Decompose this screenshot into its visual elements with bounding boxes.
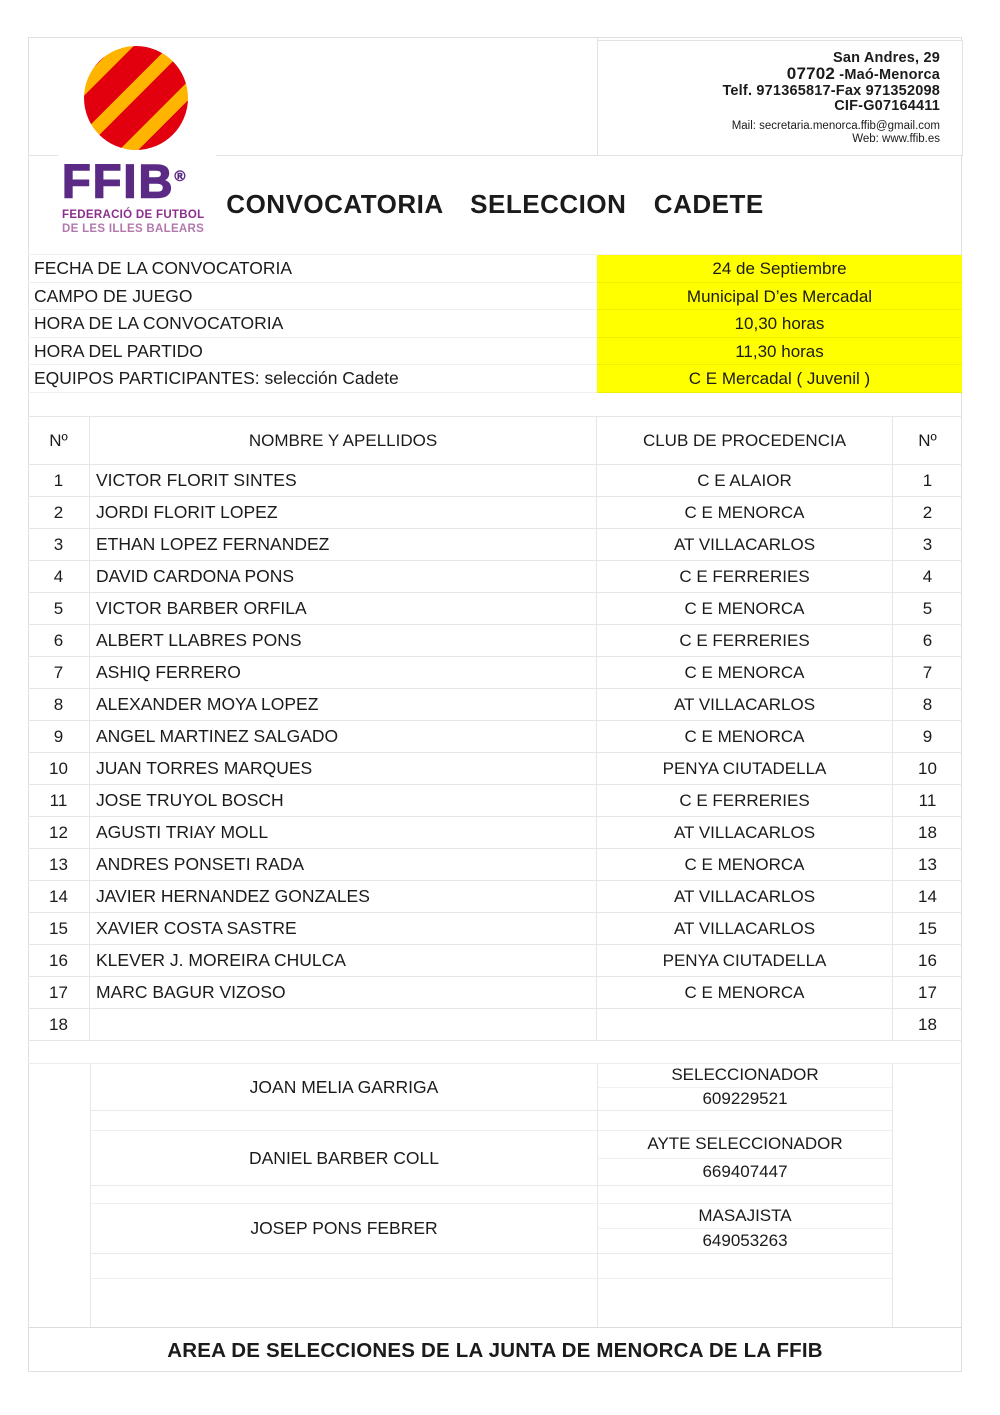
- info-label: HORA DE LA CONVOCATORIA: [28, 310, 597, 338]
- player-number: 5: [28, 593, 90, 624]
- info-row: [28, 338, 962, 366]
- player-number: 17: [28, 977, 90, 1008]
- player-name: ANDRES PONSETI RADA: [90, 849, 597, 880]
- staff-spacer-row: [91, 1279, 892, 1327]
- table-row: [28, 657, 962, 689]
- player-number-right: 14: [918, 887, 937, 906]
- player-number: 1: [28, 465, 90, 496]
- player-club: AT VILLACARLOS: [597, 529, 893, 560]
- contact-phone-fax: Telf. 971365817-Fax 971352098: [722, 82, 940, 99]
- info-row: [28, 283, 962, 311]
- staff-name: JOSEP PONS FEBRER: [91, 1204, 598, 1253]
- player-name: [90, 1009, 597, 1040]
- player-number: 11: [28, 785, 90, 816]
- table-row: [28, 817, 962, 849]
- player-number: 18: [28, 1009, 90, 1040]
- contact-cif: CIF-G07164411: [834, 98, 940, 114]
- contact-mail: Mail: secretaria.menorca.ffib@gmail.com: [731, 119, 940, 132]
- player-number-right: 5: [922, 599, 933, 618]
- player-club: AT VILLACARLOS: [597, 817, 893, 848]
- info-label: HORA DEL PARTIDO: [28, 338, 597, 366]
- ffib-ball-icon: [84, 46, 188, 150]
- table-row: [28, 529, 962, 561]
- staff-spacer-row: [91, 1111, 892, 1131]
- player-name: VICTOR FLORIT SINTES: [90, 465, 597, 496]
- info-label: FECHA DE LA CONVOCATORIA: [28, 255, 597, 283]
- player-club: C E FERRERIES: [597, 625, 893, 656]
- table-row: [28, 753, 962, 785]
- staff-role: MASAJISTA: [598, 1204, 892, 1229]
- player-name: VICTOR BARBER ORFILA: [90, 593, 597, 624]
- player-name: JAVIER HERNANDEZ GONZALES: [90, 881, 597, 912]
- header-num-left: Nº: [28, 417, 90, 464]
- player-name: ALEXANDER MOYA LOPEZ: [90, 689, 597, 720]
- table-row: [28, 1009, 962, 1041]
- player-number-right: 18: [918, 823, 937, 842]
- player-club: C E ALAIOR: [597, 465, 893, 496]
- player-number-right: 10: [918, 759, 937, 778]
- table-row: [28, 465, 962, 497]
- player-number-right: 9: [922, 727, 933, 746]
- staff-role: SELECCIONADOR: [598, 1064, 892, 1088]
- staff-phone: 669407447: [702, 1161, 788, 1181]
- match-info-table: [28, 254, 962, 393]
- player-number-right: 7: [922, 663, 933, 682]
- table-row: [28, 721, 962, 753]
- player-number-right: 17: [918, 983, 937, 1002]
- footer-banner: AREA DE SELECCIONES DE LA JUNTA DE MENORCA DE LA FFIB: [28, 1327, 962, 1372]
- staff-role: AYTE SELECCIONADOR: [598, 1131, 892, 1159]
- table-row: [28, 881, 962, 913]
- table-row: [28, 561, 962, 593]
- info-label: CAMPO DE JUEGO: [28, 283, 597, 311]
- player-club: PENYA CIUTADELLA: [597, 753, 893, 784]
- player-name: MARC BAGUR VIZOSO: [90, 977, 597, 1008]
- player-club: AT VILLACARLOS: [597, 689, 893, 720]
- staff-row: [91, 1064, 892, 1111]
- staff-row: [91, 1204, 892, 1254]
- player-name: ANGEL MARTINEZ SALGADO: [90, 721, 597, 752]
- contact-street: San Andres, 29: [832, 49, 940, 66]
- player-number-right: 2: [922, 503, 933, 522]
- staff-row: [91, 1131, 892, 1186]
- player-number: 6: [28, 625, 90, 656]
- staff-spacer-row: [91, 1186, 892, 1204]
- page-title: CONVOCATORIA SELECCION CADETE: [226, 189, 764, 219]
- player-number: 12: [28, 817, 90, 848]
- player-name: ASHIQ FERRERO: [90, 657, 597, 688]
- info-row: [28, 365, 962, 393]
- table-row: [28, 625, 962, 657]
- player-number-right: 1: [922, 471, 933, 490]
- info-row: [28, 310, 962, 338]
- staff-phone: 649053263: [702, 1231, 788, 1250]
- staff-name: JOAN MELIA GARRIGA: [91, 1064, 598, 1110]
- federation-name-line2: DE LES ILLES BALEARS: [62, 222, 205, 235]
- player-club: AT VILLACARLOS: [597, 913, 893, 944]
- player-number: 7: [28, 657, 90, 688]
- player-club: C E MENORCA: [597, 849, 893, 880]
- player-number: 15: [28, 913, 90, 944]
- table-row: [28, 593, 962, 625]
- player-name: KLEVER J. MOREIRA CHULCA: [90, 945, 597, 976]
- player-number-right: 13: [918, 855, 937, 874]
- ffib-acronym: FFIB®: [62, 154, 186, 208]
- player-number-right: 8: [922, 695, 933, 714]
- player-number: 8: [28, 689, 90, 720]
- player-number: 10: [28, 753, 90, 784]
- registered-trademark-icon: ®: [174, 168, 186, 185]
- header-club: CLUB DE PROCEDENCIA: [597, 417, 893, 464]
- staff-spacer-row: [91, 1254, 892, 1279]
- player-club: C E MENORCA: [597, 977, 893, 1008]
- ffib-logo: [58, 44, 216, 239]
- contact-web: Web: www.ffib.es: [852, 132, 940, 145]
- staff-phone: 609229521: [702, 1088, 788, 1108]
- info-value-highlighted: 24 de Septiembre: [597, 255, 962, 283]
- header-num-right: Nº: [918, 431, 937, 450]
- info-row: [28, 255, 962, 283]
- player-number: 16: [28, 945, 90, 976]
- player-number: 13: [28, 849, 90, 880]
- postal-code: 07702: [786, 64, 836, 83]
- table-row: [28, 977, 962, 1009]
- table-row: [28, 913, 962, 945]
- player-number: 9: [28, 721, 90, 752]
- player-name: ALBERT LLABRES PONS: [90, 625, 597, 656]
- table-row: [28, 497, 962, 529]
- player-number: 3: [28, 529, 90, 560]
- staff-name: DANIEL BARBER COLL: [91, 1131, 598, 1185]
- contact-postal-line: [598, 66, 940, 84]
- squad-header-row: [28, 417, 962, 465]
- player-number-right: 3: [922, 535, 933, 554]
- table-row: [28, 785, 962, 817]
- player-club: C E FERRERIES: [597, 561, 893, 592]
- player-name: ETHAN LOPEZ FERNANDEZ: [90, 529, 597, 560]
- player-number: 2: [28, 497, 90, 528]
- player-club: C E FERRERIES: [597, 785, 893, 816]
- player-number-right: 6: [922, 631, 933, 650]
- postal-city: -Maó-Menorca: [835, 67, 940, 83]
- info-value-highlighted: Municipal D’es Mercadal: [597, 283, 962, 311]
- player-number-right: 15: [918, 919, 937, 938]
- player-club: PENYA CIUTADELLA: [597, 945, 893, 976]
- player-number: 14: [28, 881, 90, 912]
- player-club: C E MENORCA: [597, 721, 893, 752]
- player-number-right: 16: [918, 951, 937, 970]
- contact-block: [597, 40, 963, 156]
- info-value-highlighted: C E Mercadal ( Juvenil ): [597, 365, 962, 393]
- staff-table: [90, 1064, 893, 1327]
- table-row: [28, 849, 962, 881]
- table-row: [28, 945, 962, 977]
- federation-name-line1: FEDERACIÓ DE FUTBOL: [62, 208, 205, 221]
- header-name: NOMBRE Y APELLIDOS: [90, 417, 597, 464]
- info-value-highlighted: 10,30 horas: [597, 310, 962, 338]
- player-name: XAVIER COSTA SASTRE: [90, 913, 597, 944]
- player-club: AT VILLACARLOS: [597, 881, 893, 912]
- player-number: 4: [28, 561, 90, 592]
- squad-table: [28, 416, 962, 1041]
- table-row: [28, 689, 962, 721]
- player-club: [597, 1009, 893, 1040]
- info-label: EQUIPOS PARTICIPANTES: selección Cadete: [28, 365, 597, 393]
- player-number-right: 4: [922, 567, 933, 586]
- player-name: AGUSTI TRIAY MOLL: [90, 817, 597, 848]
- player-club: C E MENORCA: [597, 593, 893, 624]
- player-name: JOSE TRUYOL BOSCH: [90, 785, 597, 816]
- player-club: C E MENORCA: [597, 657, 893, 688]
- player-number-right: 11: [918, 791, 937, 810]
- player-name: JUAN TORRES MARQUES: [90, 753, 597, 784]
- player-club: C E MENORCA: [597, 497, 893, 528]
- squad-bottom-rule: [28, 1040, 962, 1041]
- player-number-right: 18: [918, 1015, 937, 1034]
- player-name: DAVID CARDONA PONS: [90, 561, 597, 592]
- info-value-highlighted: 11,30 horas: [597, 338, 962, 366]
- player-name: JORDI FLORIT LOPEZ: [90, 497, 597, 528]
